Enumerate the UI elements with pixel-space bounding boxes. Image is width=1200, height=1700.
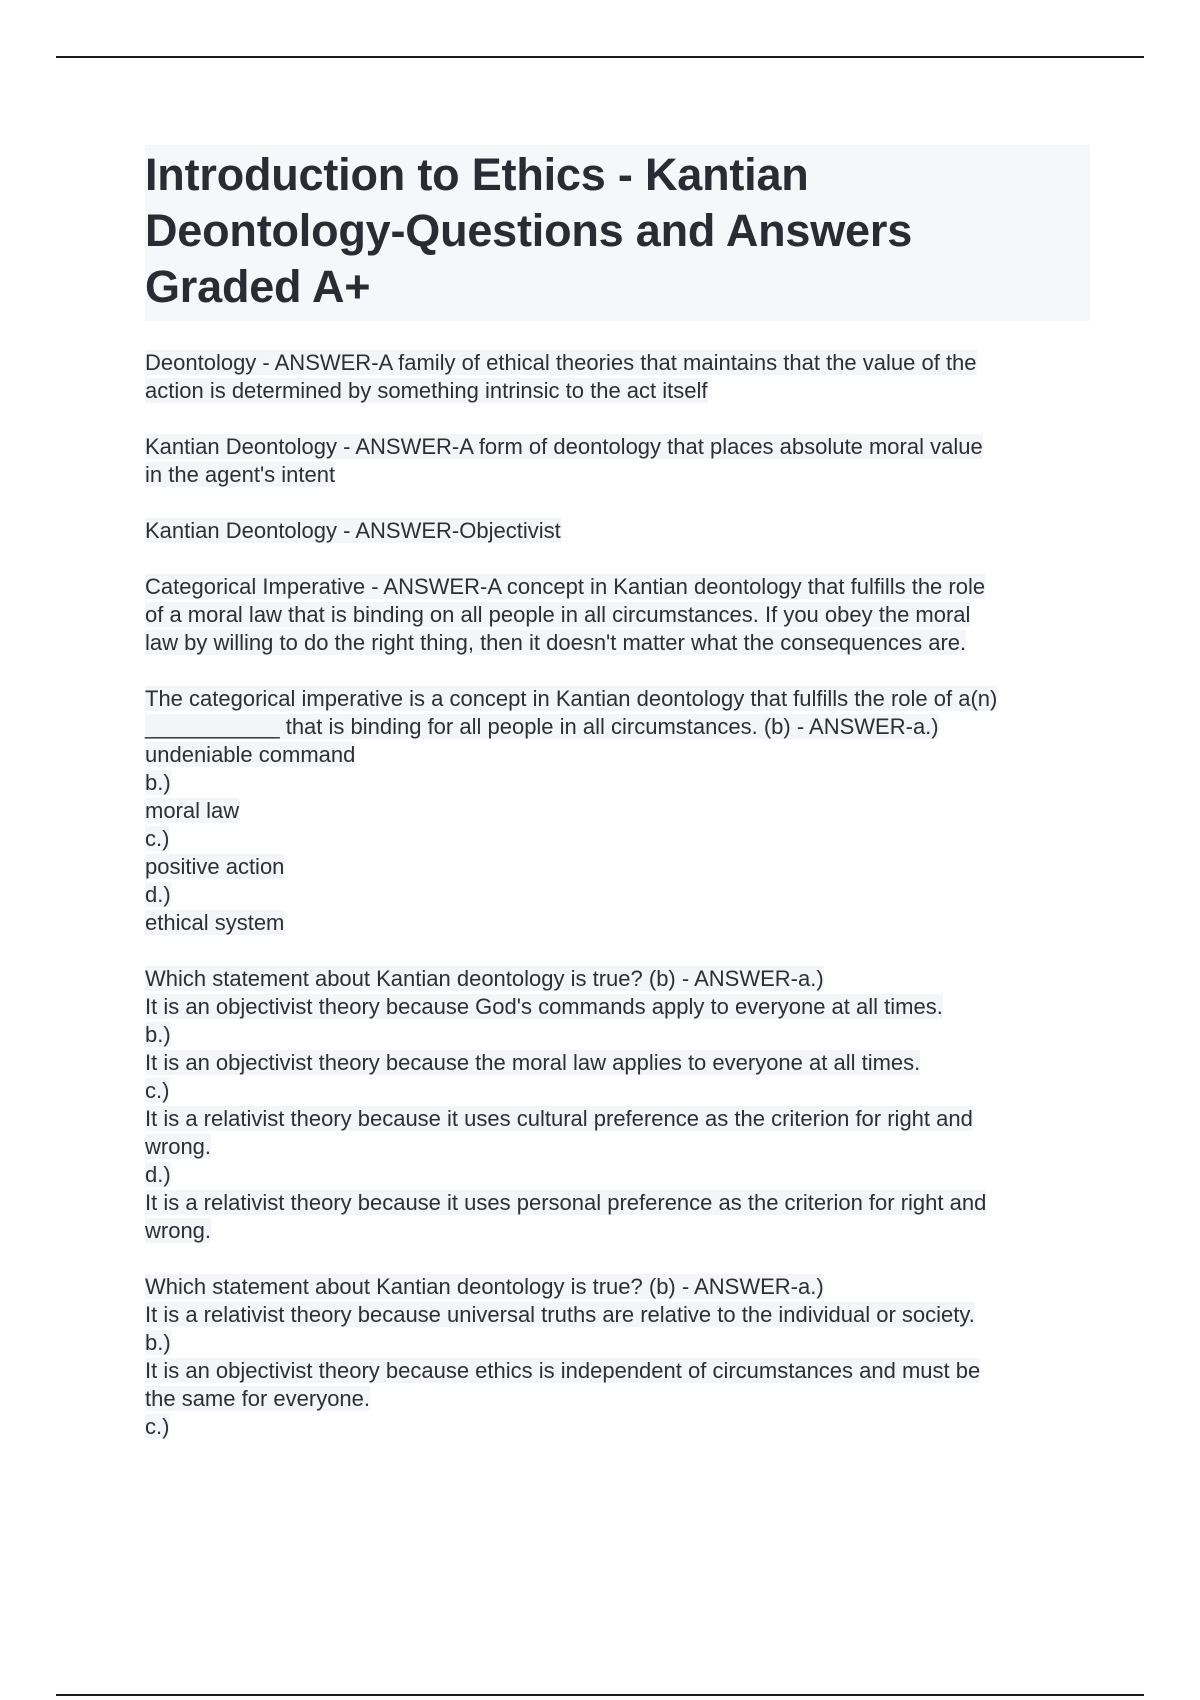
qa-line bbox=[145, 1217, 1090, 1245]
qa-line bbox=[145, 377, 1090, 405]
qa-line-text: It is a relativist theory because it uses personal preference as the criterion for right and bbox=[145, 1190, 987, 1215]
qa-line-text: undeniable command bbox=[145, 742, 356, 767]
qa-line bbox=[145, 629, 1090, 657]
qa-line-text: positive action bbox=[145, 854, 285, 879]
qa-line bbox=[145, 909, 1090, 937]
qa-line bbox=[145, 349, 1090, 377]
qa-line bbox=[145, 1413, 1090, 1441]
qa-entry bbox=[145, 573, 1090, 657]
qa-line bbox=[145, 461, 1090, 489]
qa-line bbox=[145, 965, 1090, 993]
qa-entry bbox=[145, 433, 1090, 489]
qa-line bbox=[145, 881, 1090, 909]
qa-list bbox=[145, 349, 1090, 1441]
title-line: Deontology-Questions and Answers bbox=[145, 205, 913, 256]
qa-line bbox=[145, 517, 1090, 545]
qa-line bbox=[145, 1049, 1090, 1077]
qa-line bbox=[145, 1077, 1090, 1105]
qa-line-text: Kantian Deontology - ANSWER-Objectivist bbox=[145, 518, 561, 543]
qa-line-text: moral law bbox=[145, 798, 240, 823]
qa-entry bbox=[145, 685, 1090, 937]
qa-line bbox=[145, 825, 1090, 853]
qa-line bbox=[145, 685, 1090, 713]
qa-line bbox=[145, 713, 1090, 741]
qa-line bbox=[145, 741, 1090, 769]
qa-line bbox=[145, 1133, 1090, 1161]
qa-line-text: the same for everyone. bbox=[145, 1386, 371, 1411]
qa-line bbox=[145, 1357, 1090, 1385]
qa-entry bbox=[145, 349, 1090, 405]
qa-line-text: It is a relativist theory because it uses cultural preference as the criterion for right and bbox=[145, 1106, 973, 1131]
qa-line bbox=[145, 993, 1090, 1021]
qa-line bbox=[145, 797, 1090, 825]
qa-line-text: c.) bbox=[145, 826, 170, 851]
qa-line-text: d.) bbox=[145, 1162, 171, 1187]
qa-line-text: wrong. bbox=[145, 1134, 212, 1159]
title-line: Introduction to Ethics - Kantian bbox=[145, 149, 809, 200]
qa-line bbox=[145, 573, 1090, 601]
qa-line-text: b.) bbox=[145, 1022, 171, 1047]
qa-line-text: Deontology - ANSWER-A family of ethical theories that maintains that the value of the bbox=[145, 350, 977, 375]
title-block bbox=[145, 145, 1090, 321]
qa-line bbox=[145, 1105, 1090, 1133]
qa-line bbox=[145, 1189, 1090, 1217]
qa-line-text: of a moral law that is binding on all people in all circumstances. If you obey the moral bbox=[145, 602, 971, 627]
qa-line-text: It is an objectivist theory because ethics is independent of circumstances and must be bbox=[145, 1358, 981, 1383]
qa-line bbox=[145, 1329, 1090, 1357]
qa-line-text: wrong. bbox=[145, 1218, 212, 1243]
qa-line bbox=[145, 1161, 1090, 1189]
qa-line-text: Categorical Imperative - ANSWER-A concept in Kantian deontology that fulfills the role bbox=[145, 574, 986, 599]
qa-line-text: b.) bbox=[145, 770, 171, 795]
qa-line-text: in the agent's intent bbox=[145, 462, 336, 487]
qa-line-text: c.) bbox=[145, 1078, 170, 1103]
qa-line bbox=[145, 433, 1090, 461]
qa-line bbox=[145, 1385, 1090, 1413]
qa-line-text: It is an objectivist theory because the moral law applies to everyone at all times. bbox=[145, 1050, 921, 1075]
qa-line-text: b.) bbox=[145, 1330, 171, 1355]
qa-line bbox=[145, 769, 1090, 797]
title-line: Graded A+ bbox=[145, 261, 371, 312]
document-body bbox=[145, 145, 1090, 1469]
qa-line-text: action is determined by something intrinsic to the act itself bbox=[145, 378, 708, 403]
document-title bbox=[145, 147, 1090, 315]
qa-line bbox=[145, 1301, 1090, 1329]
qa-entry bbox=[145, 517, 1090, 545]
qa-line bbox=[145, 1021, 1090, 1049]
qa-line-text: It is an objectivist theory because God's commands apply to everyone at all times. bbox=[145, 994, 943, 1019]
qa-line bbox=[145, 1273, 1090, 1301]
bottom-rule bbox=[56, 1694, 1144, 1696]
qa-line-text: ethical system bbox=[145, 910, 285, 935]
qa-line-text: ___________ that is binding for all people in all circumstances. (b) - ANSWER-a.) bbox=[145, 714, 939, 739]
qa-line-text: The categorical imperative is a concept in Kantian deontology that fulfills the role of a(n) bbox=[145, 686, 998, 711]
qa-line-text: It is a relativist theory because universal truths are relative to the individual or society. bbox=[145, 1302, 975, 1327]
qa-line-text: d.) bbox=[145, 882, 171, 907]
qa-line-text: Kantian Deontology - ANSWER-A form of deontology that places absolute moral value bbox=[145, 434, 983, 459]
top-rule bbox=[56, 56, 1144, 58]
qa-line bbox=[145, 853, 1090, 881]
qa-line-text: c.) bbox=[145, 1414, 170, 1439]
qa-line-text: law by willing to do the right thing, then it doesn't matter what the consequences are. bbox=[145, 630, 967, 655]
qa-line-text: Which statement about Kantian deontology is true? (b) - ANSWER-a.) bbox=[145, 1274, 824, 1299]
qa-entry bbox=[145, 1273, 1090, 1441]
qa-entry bbox=[145, 965, 1090, 1245]
qa-line-text: Which statement about Kantian deontology is true? (b) - ANSWER-a.) bbox=[145, 966, 824, 991]
qa-line bbox=[145, 601, 1090, 629]
